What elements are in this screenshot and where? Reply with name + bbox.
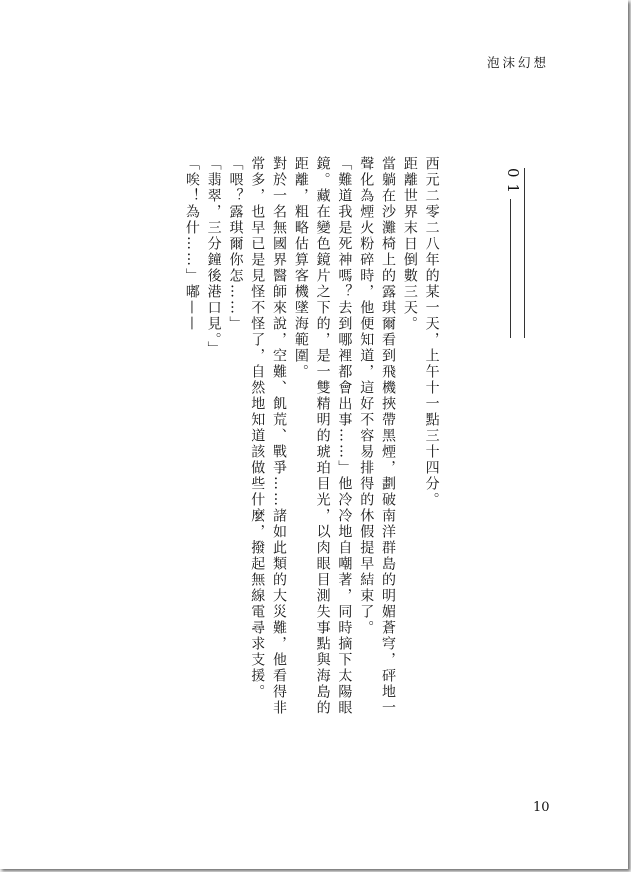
paragraph: 「唉！為什……」嘟—— — [183, 156, 200, 332]
page-number: 10 — [533, 800, 550, 815]
running-header: 泡沫幻想 — [487, 55, 550, 70]
paragraph: 「難道我是死神嗎？去到哪裡都會出事……」他冷冷地自嘲著，同時摘下太陽眼鏡。藏在變色鏡片之下的，是一雙精明的琥珀目光，以肉眼目測失事點與海島的距離，粗略估算客機墜海範圍。 — [292, 156, 353, 716]
paragraph: 「翡翠，三分鐘後港口見。」 — [205, 156, 222, 357]
paragraph: 對於一名無國界醫師來說，空難、飢荒、戰爭……諸如此類的大災難，他看得非常多，也早已是見怪不怪了，自然地知道該做些什麼，撥起無線電尋求支援。 — [249, 156, 288, 716]
paragraph: 「喂？露琪爾你怎……」 — [227, 156, 244, 332]
body-text — [180, 156, 507, 716]
paragraph: 西元二零二八年的某一天，上午十一點三十四分。 — [423, 156, 440, 508]
paragraph: 距離世界末日倒數三天。 — [401, 156, 418, 332]
chapter-number: 01 — [496, 168, 522, 199]
paragraph: 當躺在沙灘椅上的露琪爾看到飛機挾帶黑煙，劃破南洋群島的明媚蒼穹，砰地一聲化為煙火粉碎時，他便知道，這好不容易排得的休假提早結束了。 — [358, 156, 397, 716]
